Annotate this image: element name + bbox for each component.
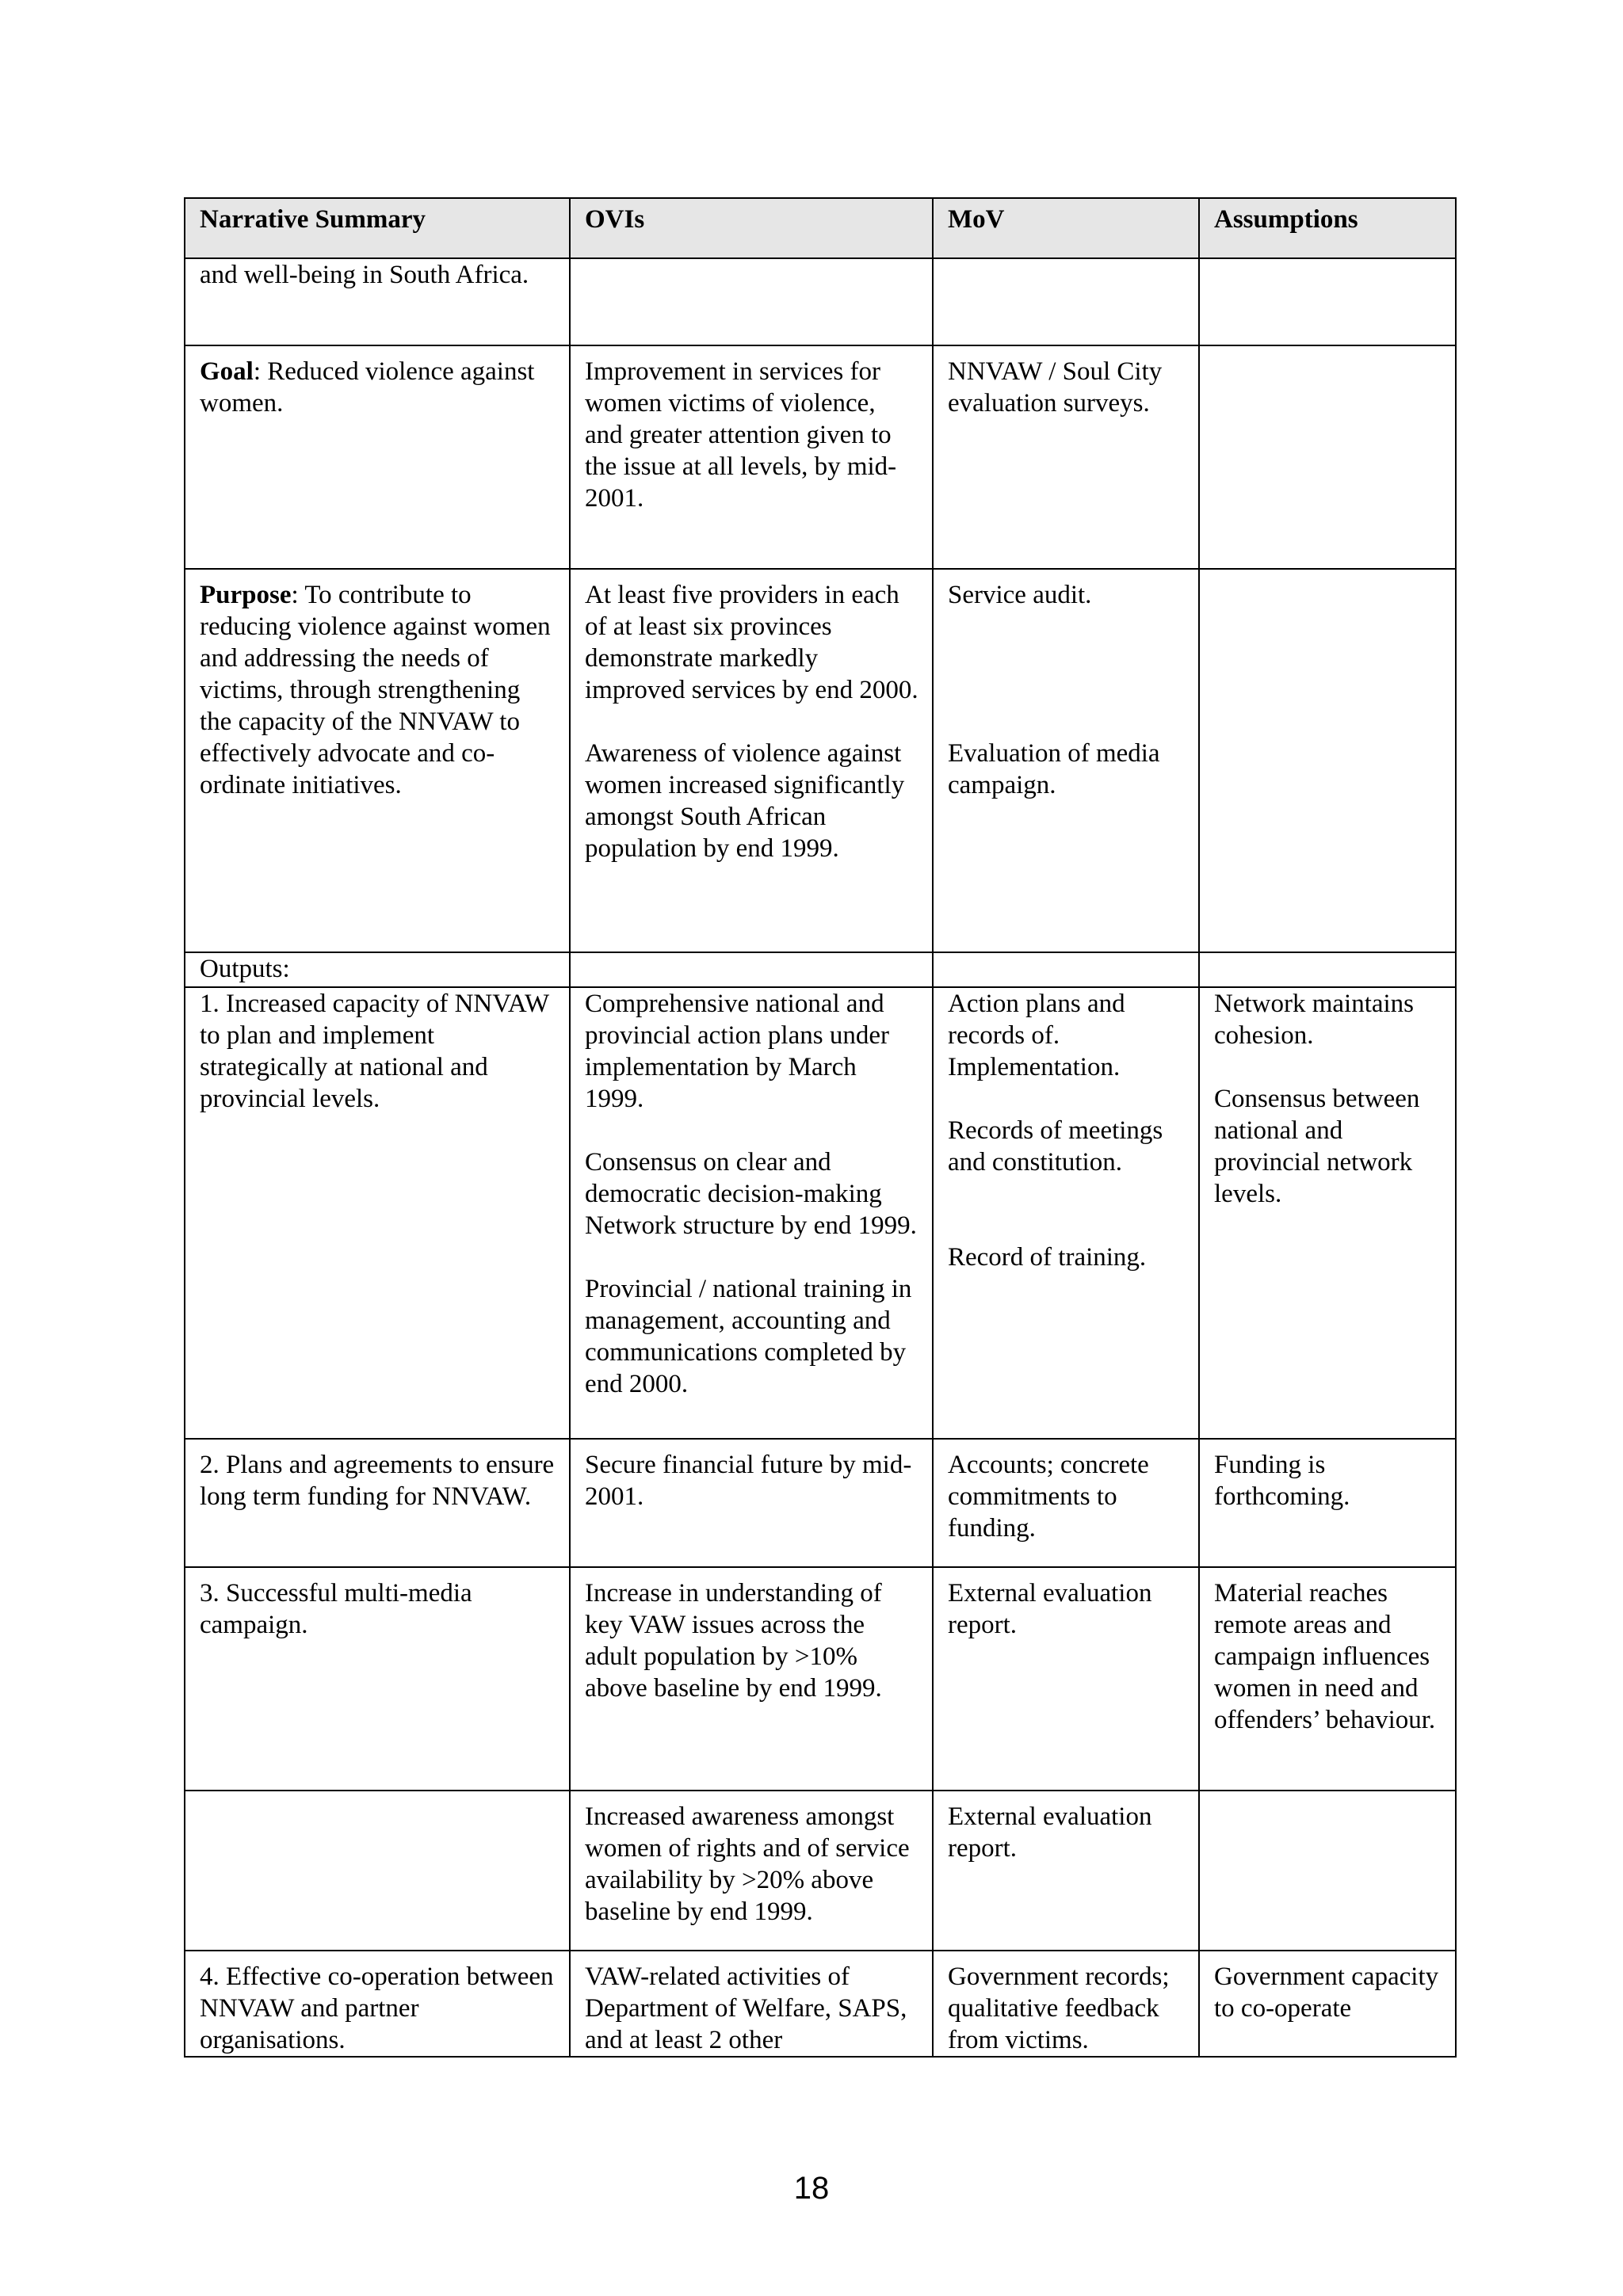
header-narrative-summary: Narrative Summary <box>185 198 570 258</box>
ovi-item: Provincial / national training in management, accounting and communications completed by end 2000. <box>585 1275 912 1398</box>
cell-assumptions <box>1199 1791 1456 1951</box>
outputs-heading: Outputs: <box>185 952 570 987</box>
goal-text: : Reduced violence against women. <box>200 357 535 418</box>
mov-item: Record of training. <box>948 1243 1147 1272</box>
cell-mov <box>933 569 1199 952</box>
purpose-text: : To contribute to reducing violence against women and addressing the needs of victims, through strengthening the capacity of the NNVAW to effectively advocate and co-ordinate initiatives. <box>200 581 551 799</box>
table-row-output-1 <box>185 987 1456 1439</box>
cell-assumptions: Funding is forthcoming. <box>1199 1439 1456 1567</box>
cell-narrative: and well-being in South Africa. <box>185 258 570 345</box>
cell-mov <box>933 952 1199 987</box>
cell-narrative <box>185 345 570 569</box>
table-row-output-3 <box>185 1567 1456 1791</box>
table-row-output-3b <box>185 1791 1456 1951</box>
assumption-item: Consensus between national and provincial network levels. <box>1214 1085 1420 1208</box>
table-header-row <box>185 198 1456 258</box>
cell-ovis <box>570 952 933 987</box>
cell-assumptions <box>1199 258 1456 345</box>
cell-ovis: Increased awareness amongst women of rights and of service availability by >20% above baseline by end 1999. <box>570 1791 933 1951</box>
cell-mov: External evaluation report. <box>933 1567 1199 1791</box>
mov-item: Evaluation of media campaign. <box>948 739 1160 799</box>
logframe-table <box>184 197 1457 2058</box>
goal-label: Goal <box>200 357 254 386</box>
cell-assumptions: Material reaches remote areas and campaign influences women in need and offenders’ behaviour. <box>1199 1567 1456 1791</box>
cell-ovis <box>570 987 933 1439</box>
cell-ovis: Increase in understanding of key VAW issues across the adult population by >10% above baseline by end 1999. <box>570 1567 933 1791</box>
cell-narrative: 1. Increased capacity of NNVAW to plan and implement strategically at national and provincial levels. <box>185 987 570 1439</box>
table-row-output-2 <box>185 1439 1456 1567</box>
mov-item: Action plans and records of. Implementation. <box>948 990 1125 1081</box>
page-number: 18 <box>793 2171 830 2206</box>
purpose-label: Purpose <box>200 581 292 609</box>
mov-item: Service audit. <box>948 581 1092 609</box>
cell-narrative <box>185 569 570 952</box>
cell-narrative: 2. Plans and agreements to ensure long term funding for NNVAW. <box>185 1439 570 1567</box>
cell-mov: Government records; qualitative feedback from victims. <box>933 1951 1199 2057</box>
cell-ovis: VAW-related activities of Department of Welfare, SAPS, and at least 2 other <box>570 1951 933 2057</box>
table-row-output-4 <box>185 1951 1456 2057</box>
ovi-item: Comprehensive national and provincial action plans under implementation by March 1999. <box>585 990 889 1113</box>
mov-item: Records of meetings and constitution. <box>948 1116 1163 1177</box>
cell-mov: External evaluation report. <box>933 1791 1199 1951</box>
cell-narrative: 4. Effective co-operation between NNVAW and partner organisations. <box>185 1951 570 2057</box>
table-row-purpose <box>185 569 1456 952</box>
cell-mov: Accounts; concrete commitments to funding. <box>933 1439 1199 1567</box>
cell-mov <box>933 987 1199 1439</box>
cell-assumptions <box>1199 569 1456 952</box>
table-row <box>185 258 1456 345</box>
cell-assumptions <box>1199 345 1456 569</box>
cell-narrative <box>185 1791 570 1951</box>
ovi-item: Consensus on clear and democratic decision-making Network structure by end 1999. <box>585 1148 917 1240</box>
header-ovis: OVIs <box>570 198 933 258</box>
header-assumptions: Assumptions <box>1199 198 1456 258</box>
header-mov: MoV <box>933 198 1199 258</box>
cell-ovis: Secure financial future by mid-2001. <box>570 1439 933 1567</box>
ovi-item: At least five providers in each of at least six provinces demonstrate markedly improved services by end 2000. <box>585 581 918 704</box>
cell-ovis <box>570 258 933 345</box>
cell-assumptions <box>1199 952 1456 987</box>
cell-assumptions <box>1199 987 1456 1439</box>
cell-assumptions: Government capacity to co-operate <box>1199 1951 1456 2057</box>
assumption-item: Network maintains cohesion. <box>1214 990 1415 1050</box>
cell-ovis <box>570 569 933 952</box>
cell-mov: NNVAW / Soul City evaluation surveys. <box>933 345 1199 569</box>
ovi-item: Awareness of violence against women increased significantly amongst South African population by end 1999. <box>585 739 905 863</box>
table-row-goal <box>185 345 1456 569</box>
cell-mov <box>933 258 1199 345</box>
cell-ovis: Improvement in services for women victims of violence, and greater attention given to the issue at all levels, by mid-2001. <box>570 345 933 569</box>
table-row-outputs-heading <box>185 952 1456 987</box>
cell-narrative: 3. Successful multi-media campaign. <box>185 1567 570 1791</box>
